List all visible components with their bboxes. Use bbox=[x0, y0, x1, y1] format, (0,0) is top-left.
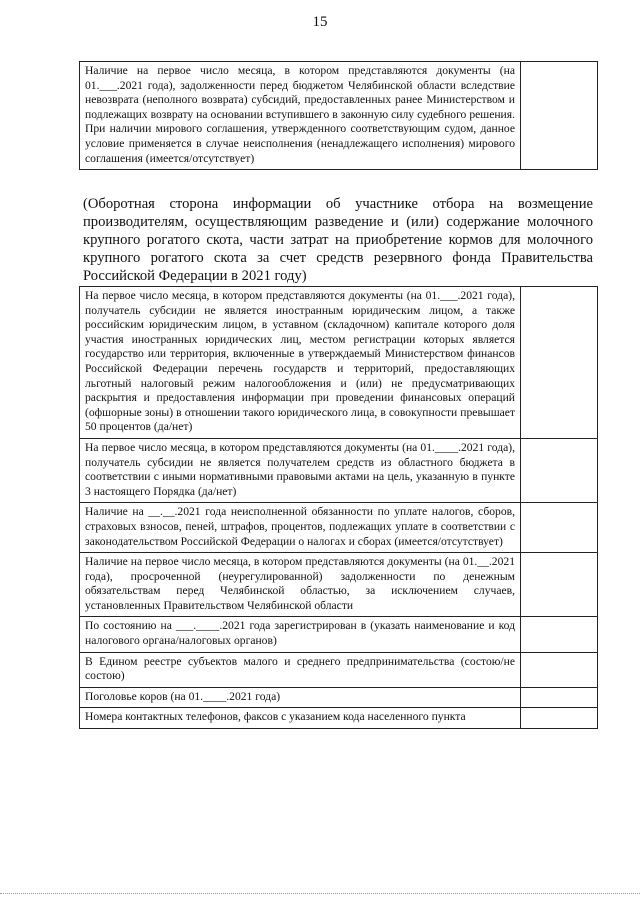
bottom-form-table bbox=[79, 286, 598, 729]
form-row-question: Поголовье коров (на 01.____.2021 года) bbox=[80, 687, 521, 708]
form-row bbox=[80, 553, 598, 617]
page-number: 15 bbox=[312, 14, 328, 30]
form-row-question: На первое число месяца, в котором представляются документы (на 01.___.2021 года), получатель субсидии не является иностранным юридическим лицом, а также российским юридическим лицом, в уставном (складочном) капитале которого доля участия иностранных юридических лиц, местом регистрации которых является государство или территория, включенные в утверждаемый Министерством финансов Российской Федерации перечень государств и территорий, предоставляющих льготный налоговый режим налогообложения и (или) не предусматривающих раскрытия и предоставления информации при проведении финансовых операций (офшорные зоны) в отношении такого юридического лица, в совокупности превышает 50 процентов (да/нет) bbox=[80, 287, 521, 439]
form-row-answer-field[interactable] bbox=[521, 687, 598, 708]
form-row-answer-field[interactable] bbox=[521, 62, 598, 170]
form-row bbox=[80, 438, 598, 502]
top-form-table bbox=[79, 61, 598, 170]
form-row-question: В Едином реестре субъектов малого и среднего предпринимательства (состою/не состою) bbox=[80, 652, 521, 687]
form-row-answer-field[interactable] bbox=[521, 652, 598, 687]
form-row bbox=[80, 687, 598, 708]
form-row-answer-field[interactable] bbox=[521, 503, 598, 553]
form-row-answer-field[interactable] bbox=[521, 438, 598, 502]
form-row-answer-field[interactable] bbox=[521, 553, 598, 617]
form-row-question: По состоянию на ___.____.2021 года зарегистрирован в (указать наименование и код налогового органа/налоговых органов) bbox=[80, 617, 521, 652]
form-row bbox=[80, 287, 598, 439]
form-row-question: Номера контактных телефонов, факсов с указанием кода населенного пункта bbox=[80, 708, 521, 729]
form-row-answer-field[interactable] bbox=[521, 287, 598, 439]
form-row bbox=[80, 652, 598, 687]
form-row-question: На первое число месяца, в котором представляются документы (на 01.____.2021 года), получатель субсидии не является получателем средств из областного бюджета в соответствии с иными нормативными правовыми актами на цель, указанную в пункте 3 настоящего Порядка (да/нет) bbox=[80, 438, 521, 502]
form-caption: (Оборотная сторона информации об участнике отбора на возмещение производителям, осуществляющим разведение и (или) содержание молочного крупного рогатого скота, части затрат на приобретение кормов для молочного крупного рогатого скота за счет средств резервного фонда Правительства Российской Федерации в 2021 году) bbox=[83, 196, 593, 284]
form-row bbox=[80, 503, 598, 553]
form-row-question: Наличие на __.__.2021 года неисполненной обязанности по уплате налогов, сборов, страховых взносов, пеней, штрафов, процентов, подлежащих уплате в соответствии с законодательством Российской Федерации о налогах и сборах (имеется/отсутствует) bbox=[80, 503, 521, 553]
page-bottom-divider bbox=[0, 893, 640, 894]
form-row-answer-field[interactable] bbox=[521, 617, 598, 652]
form-row bbox=[80, 617, 598, 652]
form-row bbox=[80, 708, 598, 729]
form-row-question: Наличие на первое число месяца, в котором представляются документы (на 01.___.2021 года), задолженности перед бюджетом Челябинской области вследствие невозврата (неполного возврата) субсидий, предоставленных ранее Министерством и подлежащих возврату на основании вступившего в законную силу судебного решения. При наличии мирового соглашения, утвержденного соответствующим судом, данное условие применяется в случае неисполнения (ненадлежащего исполнения) мирового соглашения (имеется/отсутствует) bbox=[80, 62, 521, 170]
form-row-question: Наличие на первое число месяца, в котором представляются документы (на 01.__.2021 года), просроченной (неурегулированной) задолженности по денежным обязательствам перед Челябинской областью, за исключением случаев, установленных Правительством Челябинской области bbox=[80, 553, 521, 617]
form-row-answer-field[interactable] bbox=[521, 708, 598, 729]
form-row bbox=[80, 62, 598, 170]
